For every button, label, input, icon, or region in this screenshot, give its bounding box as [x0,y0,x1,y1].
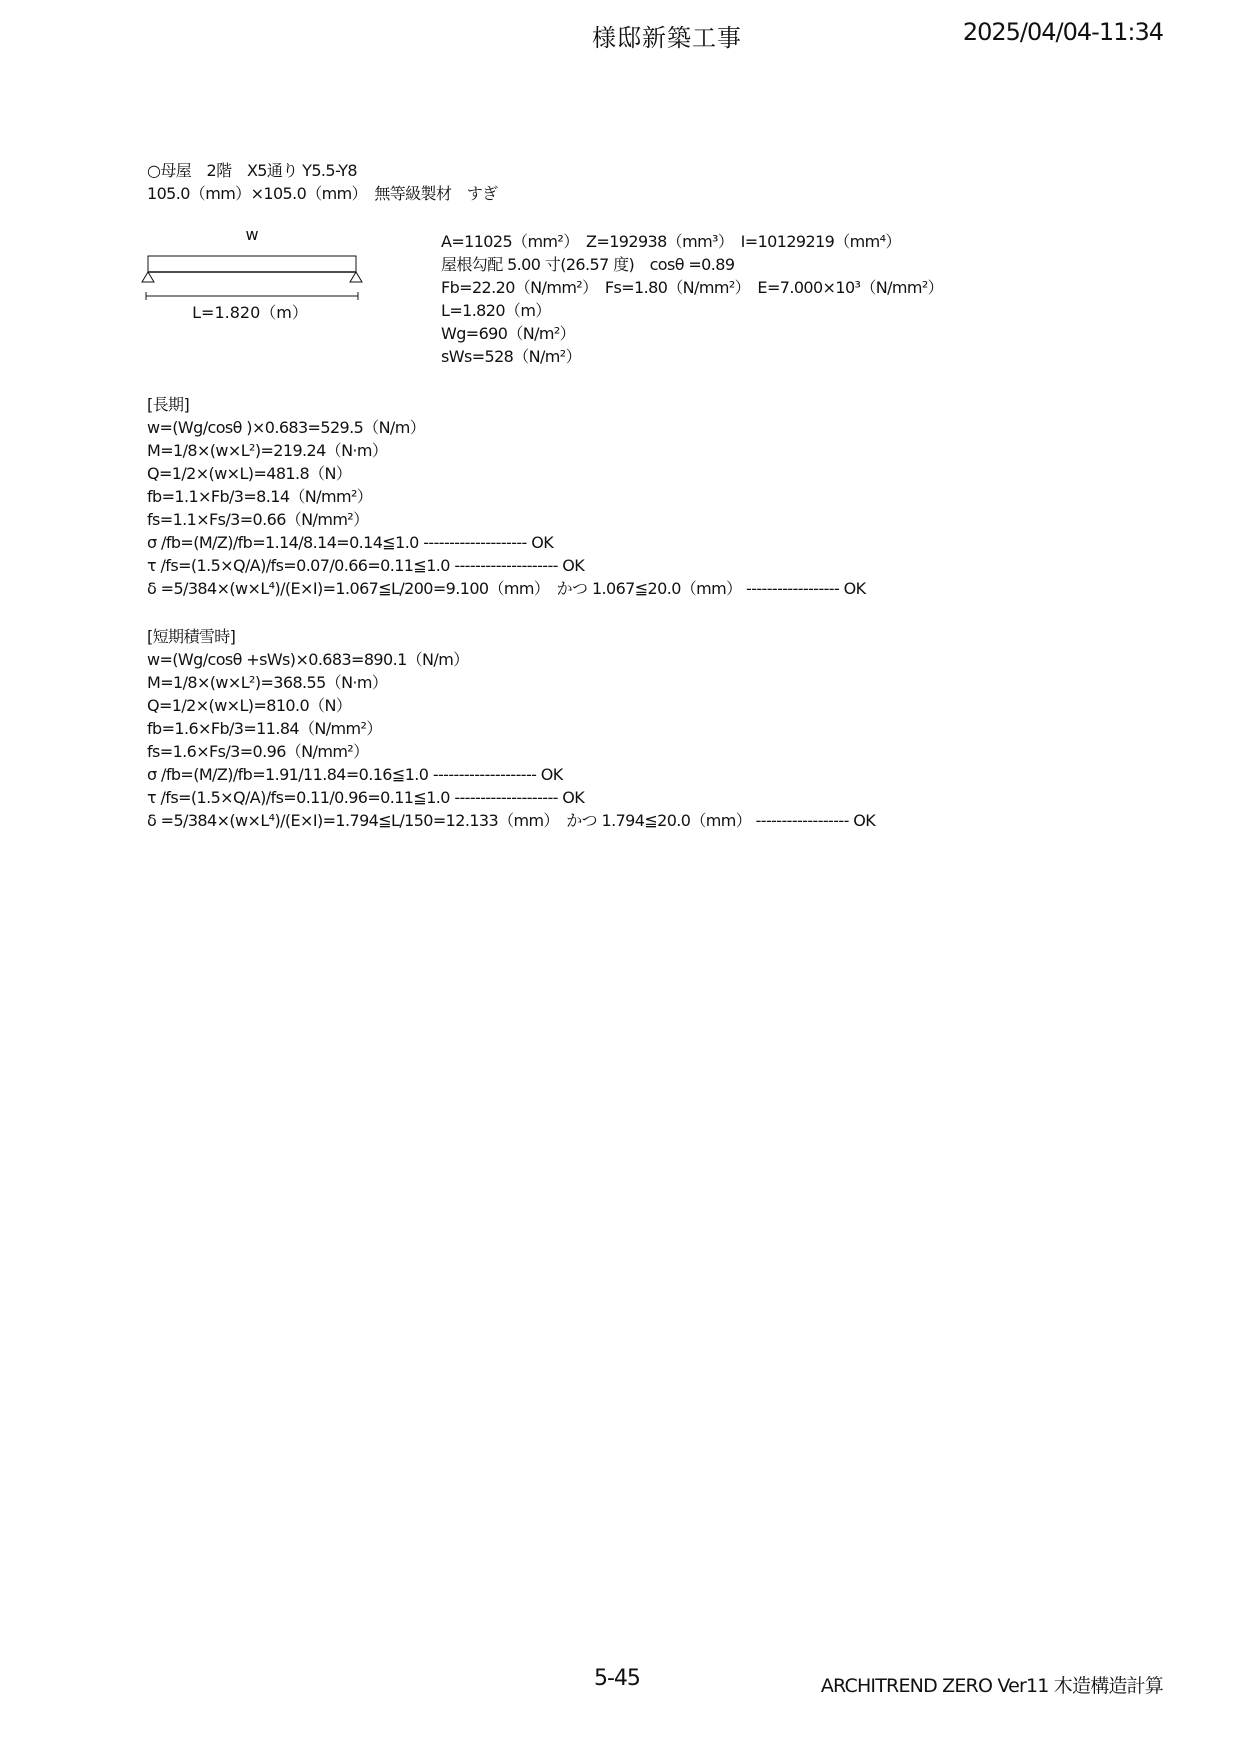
long-term-title: [長期] [147,395,190,414]
member-spec: 105.0（mm）×105.0（mm） 無等級製材 すぎ [147,184,498,203]
short-term-line: M=1/8×(w×L²)=368.55（N·m） [147,673,388,692]
long-term-line: w=(Wg/cosθ )×0.683=529.5（N/m） [147,418,426,437]
short-term-line: Q=1/2×(w×L)=810.0（N） [147,696,352,715]
beam-diagram [140,230,370,330]
left-support-icon [142,272,154,282]
distributed-load-rect [148,256,356,272]
print-datetime: 2025/04/04-11:34 [962,18,1163,46]
load-label: w [245,230,259,244]
short-term-line: w=(Wg/cosθ +sWs)×0.683=890.1（N/m） [147,650,469,669]
long-term-line: fs=1.1×Fs/3=0.66（N/mm²） [147,510,369,529]
span-label: L=1.820（m） [192,303,308,322]
long-term-line: M=1/8×(w×L²)=219.24（N·m） [147,441,388,460]
prop-strength: Fb=22.20（N/mm²） Fs=1.80（N/mm²） E=7.000×10³（N/mm²） [441,278,944,297]
long-term-check: σ /fb=(M/Z)/fb=1.14/8.14=0.14≦1.0 -------------------- OK [147,533,554,552]
page-number: 5-45 [594,1666,640,1691]
short-term-check: σ /fb=(M/Z)/fb=1.91/11.84=0.16≦1.0 -------------------- OK [147,765,563,784]
short-term-title: [短期積雪時] [147,627,236,646]
prop-span: L=1.820（m） [441,301,551,320]
long-term-check: δ =5/384×(w×L⁴)/(E×I)=1.067≦L/200=9.100（mm） かつ 1.067≦20.0（mm） ------------------ OK [147,579,866,598]
long-term-check: τ /fs=(1.5×Q/A)/fs=0.07/0.66=0.11≦1.0 -------------------- OK [147,556,585,575]
short-term-check: δ =5/384×(w×L⁴)/(E×I)=1.794≦L/150=12.133（mm） かつ 1.794≦20.0（mm） ------------------ OK [147,811,876,830]
short-term-check: τ /fs=(1.5×Q/A)/fs=0.11/0.96=0.11≦1.0 -------------------- OK [147,788,585,807]
prop-roof-pitch: 屋根勾配 5.00 寸(26.57 度) cosθ =0.89 [441,255,735,274]
long-term-line: fb=1.1×Fb/3=8.14（N/mm²） [147,487,373,506]
short-term-line: fs=1.6×Fs/3=0.96（N/mm²） [147,742,369,761]
prop-wg: Wg=690（N/m²） [441,324,576,343]
beam-diagram-svg [140,230,370,330]
right-support-icon [350,272,362,282]
short-term-line: fb=1.6×Fb/3=11.84（N/mm²） [147,719,382,738]
member-heading: ○母屋 2階 X5通り Y5.5-Y8 [147,161,358,180]
prop-sws: sWs=528（N/m²） [441,347,581,366]
project-title: 様邸新築工事 [592,24,742,52]
app-name: ARCHITREND ZERO Ver11 木造構造計算 [820,1675,1163,1697]
prop-section: A=11025（mm²） Z=192938（mm³） I=10129219（mm⁴） [441,232,901,251]
long-term-line: Q=1/2×(w×L)=481.8（N） [147,464,352,483]
